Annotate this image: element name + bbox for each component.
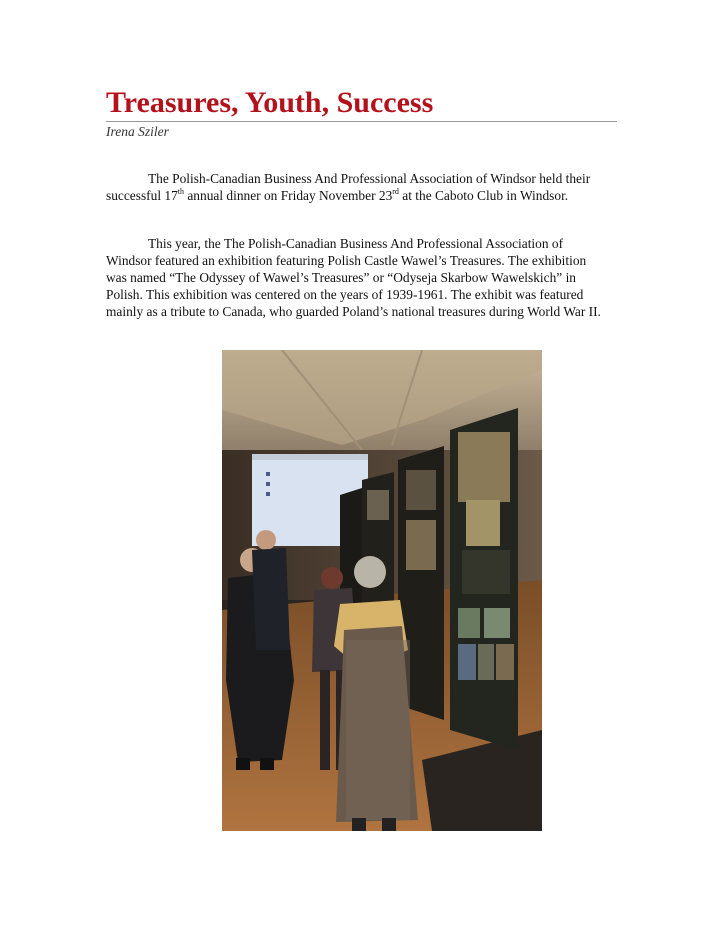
title-divider bbox=[106, 121, 617, 122]
p1-text-c: at the Caboto Club in Windsor. bbox=[398, 188, 569, 203]
article-title: Treasures, Youth, Success bbox=[106, 86, 434, 119]
p1-sup-th: th bbox=[177, 186, 185, 196]
p1-text-b: annual dinner on Friday November 23 bbox=[184, 188, 393, 203]
p1-text-a: The Polish-Canadian Business And Professional Association of Windsor held their successful 17 bbox=[106, 171, 591, 203]
paragraph-1 bbox=[106, 170, 602, 204]
author-byline: Irena Sziler bbox=[106, 124, 169, 139]
p2-text: This year, the The Polish-Canadian Business And Professional Association of Windsor featured an exhibition featuring Polish Castle Wawel’s Treasures. The exhibition was named “The Odyssey of Wawel’s Treasures” or “Odyseja Skarbow Wawelskich” in Polish. This exhibition was centered on the years of 1939-1961. The exhibit was featured mainly as a tribute to Canada, who guarded Poland’s national treasures during World War II. bbox=[106, 236, 601, 319]
p1-sup-rd: rd bbox=[392, 186, 399, 196]
paragraph-2 bbox=[106, 235, 602, 320]
exhibition-photo bbox=[222, 350, 542, 831]
exhibition-photo-icon bbox=[222, 350, 542, 831]
